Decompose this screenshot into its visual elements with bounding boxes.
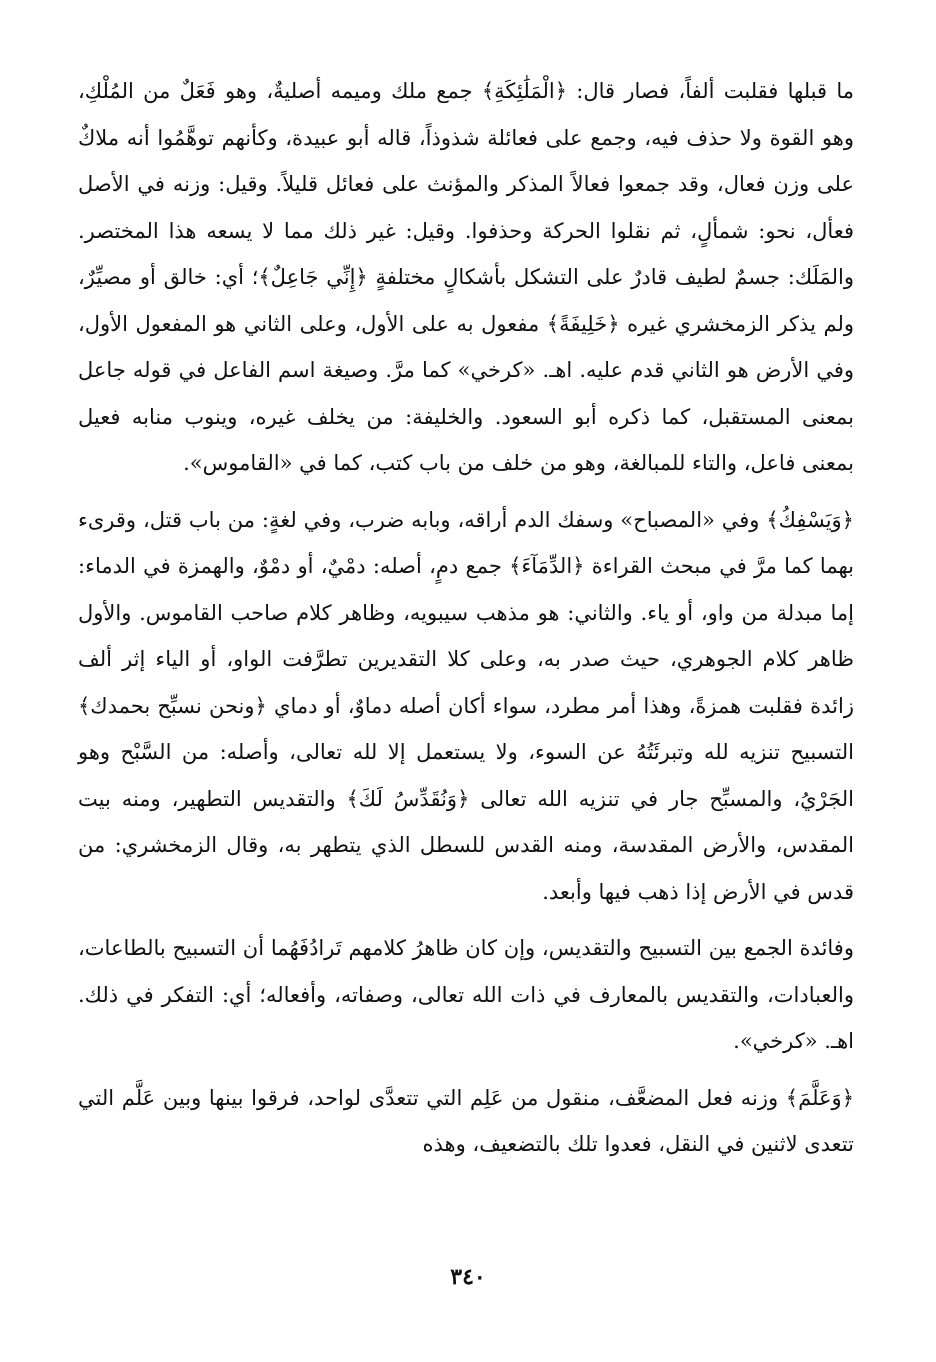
page-body [78, 68, 854, 1168]
paragraph-4: ﴿وَعَلَّمَ﴾ وزنه فعل المضعَّف، منقول من عَلِم التي تتعدَّى لواحد، فرقوا بينها وبين عَلَّم التي تتعدى لاثنين في النقل، فعدوا تلك بالتضعيف، وهذه [78, 1085, 854, 1156]
paragraph-1: ما قبلها فقلبت ألفاً، فصار قال: ﴿الْمَلَٰئِكَةِ﴾ جمع ملك وميمه أصليةٌ، وهو فَعَلٌ من المُلْكِ، وهو القوة ولا حذف فيه، وجمع على فعائلة شذوذاً، قاله أبو عبيدة، وكأنهم توهَّمُوا أنه ملاكٌ على وزن فعال، وقد جمعوا فعالاً المذكر والمؤنث على فعائل قليلاً. وقيل: وزنه في الأصل فعأل، نحو: شمألٍ، ثم نقلوا الحركة وحذفوا. وقيل: غير ذلك مما لا يسعه هذا المختصر. والمَلَك: جسمٌ لطيف قادرٌ على التشكل بأشكالٍ مختلفةٍ ﴿إِنِّي جَاعِلٌ﴾؛ أي: خالق أو مصيِّرٌ، ولم يذكر الزمخشري غيره ﴿خَلِيفَةً﴾ مفعول به على الأول، وعلى الثاني هو المفعول الأول، وفي الأرض هو الثاني قدم عليه. اهـ. «كرخي» كما مرَّ. وصيغة اسم الفاعل في قوله جاعل بمعنى المستقبل، كما ذكره أبو السعود. والخليفة: من يخلف غيره، وينوب منابه فعيل بمعنى فاعل، والتاء للمبالغة، وهو من خلف من باب كتب، كما في «القاموس». [78, 79, 855, 475]
paragraph-2: ﴿وَيَسْفِكُ﴾ وفي «المصباح» وسفك الدم أراقه، وبابه ضرب، وفي لغةٍ: من باب قتل، وقرىء بهما كما مرَّ في مبحث القراءة ﴿الدِّمَآءَ﴾ جمع دمٍ، أصله: دمْيٌ، أو دمْوٌ، والهمزة في الدماء: إما مبدلة من واو، أو ياء. والثاني: هو مذهب سيبويه، وظاهر كلام صاحب القاموس. والأول ظاهر كلام الجوهري، حيث صدر به، وعلى كلا التقديرين تطرَّفت الواو، أو الياء إثر ألف زائدة فقلبت همزةً، وهذا أمر مطرد، سواء أكان أصله دماوٌ، أو دماي ﴿ونحن نسبِّح بحمدك﴾ التسبيح تنزيه لله وتبرئَتُهُ عن السوء، ولا يستعمل إلا لله تعالى، وأصله: من السَّبْح وهو الجَرْيُ، والمسبِّح جار في تنزيه الله تعالى ﴿وَنُقَدِّسُ لَكَ﴾ والتقديس التطهير، ومنه بيت المقدس، والأرض المقدسة، ومنه القدس للسطل الذي يتطهر به، وقال الزمخشري: من قدس في الأرض إذا ذهب فيها وأبعد. [78, 507, 854, 904]
page-number: ٣٤٠ [450, 1264, 486, 1290]
paragraph-3: وفائدة الجمع بين التسبيح والتقديس، وإن كان ظاهرُ كلامهم تَرادُفَهُما أن التسبيح بالطاعات، والعبادات، والتقديس بالمعارف في ذات الله تعالى، وصفاته، وأفعاله؛ أي: التفكر في ذلك. اهـ. «كرخي». [78, 936, 854, 1053]
